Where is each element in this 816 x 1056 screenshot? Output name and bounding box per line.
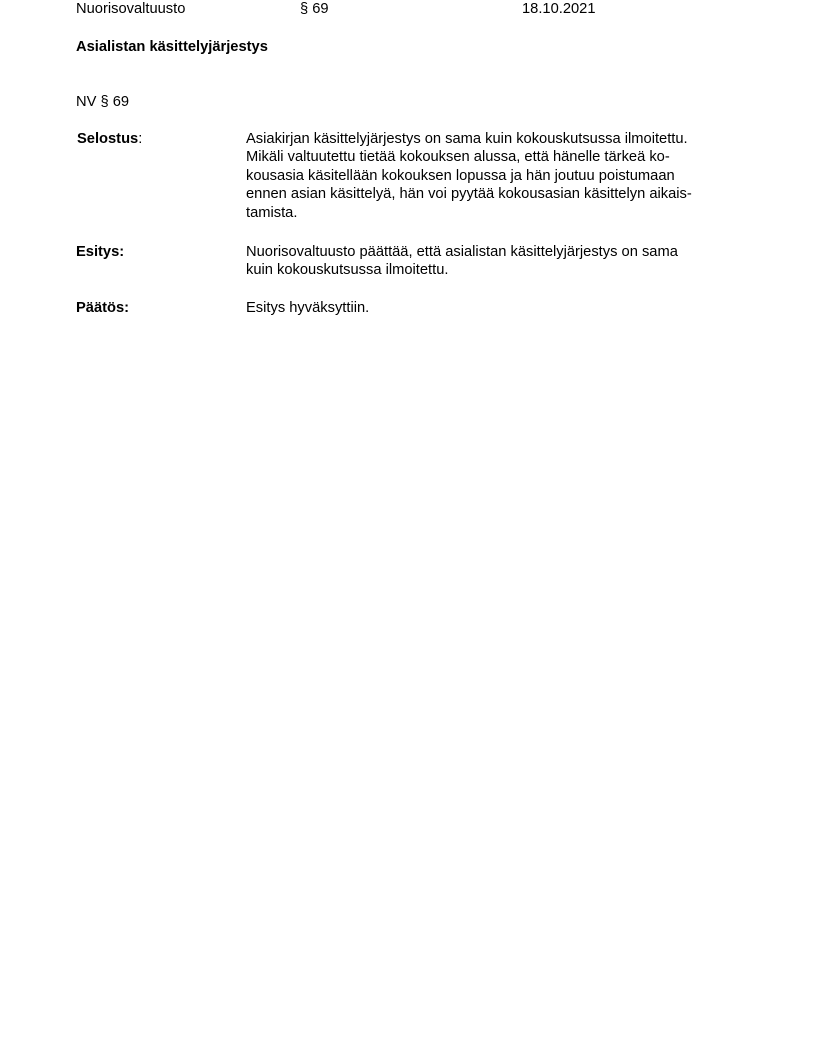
header-section: § 69 <box>300 1 329 17</box>
header-organization: Nuorisovaltuusto <box>76 1 186 17</box>
esitys-label <box>76 243 124 261</box>
esitys-text: Nuorisovaltuusto päättää, että asialistan käsittelyjärjestys on sama kuin kokouskutsussa ilmoitettu. <box>246 244 678 279</box>
paatos-text: Esitys hyväksyttiin. <box>246 300 370 316</box>
paatos-label <box>76 299 129 317</box>
section-reference: NV § 69 <box>76 94 130 110</box>
document-title: Asialistan käsittelyjärjestys <box>76 39 268 55</box>
header-date: 18.10.2021 <box>522 1 596 17</box>
selostus-text: Asiakirjan käsittelyjärjestys on sama kuin kokouskutsussa ilmoitettu. Mikäli valtuutettu tietää kokouksen alussa, että hänelle tärkeä ko- kousasia käsitellään kokouksen lopussa ja hän joutuu poistumaan ennen asian käsittelyä, hän voi pyytää kokousasian käsittelyn aikais- tamista. <box>246 131 692 221</box>
selostus-label-colon: : <box>138 131 143 147</box>
document-header <box>76 0 736 19</box>
paatos-label-text: Päätös: <box>76 300 130 316</box>
selostus-label <box>77 130 142 148</box>
selostus-label-text: Selostus <box>77 131 139 147</box>
esitys-label-text: Esitys: <box>76 244 125 260</box>
